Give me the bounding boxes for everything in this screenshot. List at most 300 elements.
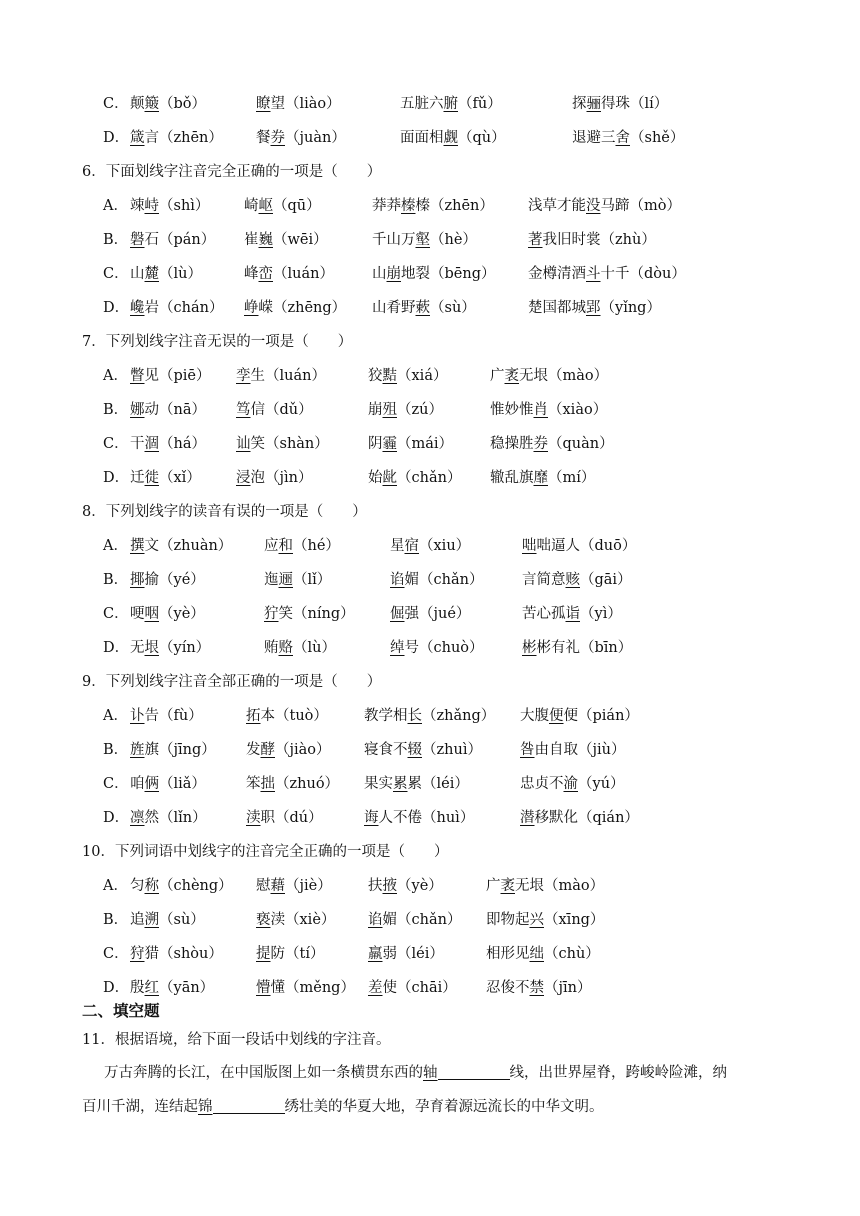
option-text-post: （qū） bbox=[273, 198, 321, 214]
underlined-char: 狩 bbox=[130, 946, 145, 962]
underlined-char: 溯 bbox=[144, 912, 159, 928]
underlined-char: 黠 bbox=[382, 368, 397, 384]
option-label: C． bbox=[103, 606, 129, 622]
option-text-post: 无垠（mào） bbox=[519, 368, 609, 384]
option-text-post: 使（chāi） bbox=[382, 980, 457, 996]
option-item bbox=[400, 92, 502, 113]
underlined-char: 渎 bbox=[246, 810, 261, 826]
option-text-post: 弱（léi） bbox=[382, 946, 444, 962]
option-text-post: 地裂（bēng） bbox=[401, 266, 496, 282]
underlined-char: 垠 bbox=[144, 640, 159, 656]
underlined-char: 觑 bbox=[443, 130, 458, 146]
option-text-post: 动（nā） bbox=[144, 402, 206, 418]
option-label: C． bbox=[103, 776, 129, 792]
option-text-post: （hé） bbox=[293, 538, 340, 554]
answer-blank[interactable] bbox=[438, 1061, 510, 1080]
option-item bbox=[256, 874, 332, 895]
option-item bbox=[522, 534, 636, 555]
option-text-pre: 楚国都城 bbox=[528, 300, 586, 316]
option-item bbox=[130, 262, 202, 283]
option-item bbox=[264, 636, 336, 657]
option-label: D． bbox=[103, 470, 130, 486]
option-text-post: 无垠（mào） bbox=[515, 878, 605, 894]
option-label: D． bbox=[103, 810, 130, 826]
question-stem: 11．根据语境，给下面一段话中划线的字注音。 bbox=[82, 1032, 391, 1048]
underlined-char: 彬 bbox=[522, 640, 537, 656]
underlined-char: 徙 bbox=[144, 470, 159, 486]
option-text-pre: 辙乱旗 bbox=[490, 470, 534, 486]
option-text-post: 旗（jīng） bbox=[144, 742, 216, 758]
option-item bbox=[130, 92, 206, 113]
underlined-char: 岖 bbox=[258, 198, 273, 214]
option-text-post: （lù） bbox=[159, 266, 202, 282]
underlined-char: 轴 bbox=[423, 1065, 438, 1081]
underlined-char: 浸 bbox=[236, 470, 251, 486]
underlined-char: 亵 bbox=[256, 912, 271, 928]
underlined-char: 箴 bbox=[130, 130, 145, 146]
option-item bbox=[130, 908, 205, 929]
option-text-post: （shě） bbox=[630, 130, 685, 146]
option-text-post: 本（tuò） bbox=[260, 708, 328, 724]
option-item bbox=[372, 296, 476, 317]
option-label: C． bbox=[103, 436, 129, 452]
option-item bbox=[130, 568, 205, 589]
option-item bbox=[522, 636, 632, 657]
option-item bbox=[390, 568, 483, 589]
option-text-pre: 忠贞不 bbox=[520, 776, 564, 792]
option-item bbox=[244, 228, 328, 249]
option-text-pre: 面面相 bbox=[400, 130, 444, 146]
option-item bbox=[368, 364, 447, 385]
underlined-char: 便 bbox=[549, 708, 564, 724]
underlined-char: 肖 bbox=[533, 402, 548, 418]
underlined-char: 长 bbox=[407, 708, 422, 724]
option-text-pre: 崔 bbox=[244, 232, 259, 248]
option-label: D． bbox=[103, 300, 130, 316]
underlined-char: 郢 bbox=[586, 300, 601, 316]
underlined-char: 壑 bbox=[415, 232, 430, 248]
underlined-char: 麓 bbox=[144, 266, 159, 282]
option-item bbox=[130, 738, 216, 759]
underlined-char: 渝 bbox=[563, 776, 578, 792]
option-item bbox=[372, 262, 495, 283]
option-item bbox=[130, 126, 223, 147]
underlined-char: 倔 bbox=[390, 606, 405, 622]
option-item bbox=[368, 908, 461, 929]
option-text-post: 防（tí） bbox=[270, 946, 325, 962]
option-item bbox=[246, 806, 323, 827]
option-text-post: 便（pián） bbox=[563, 708, 639, 724]
question-stem: 6．下面划线字注音完全正确的一项是（ ） bbox=[82, 164, 382, 180]
option-text-pre: 狡 bbox=[368, 368, 383, 384]
option-text-post: 然（lǐn） bbox=[144, 810, 207, 826]
option-text-post: （mí） bbox=[548, 470, 596, 486]
option-text-pre: 殷 bbox=[130, 980, 145, 996]
option-text-post: 望（liào） bbox=[270, 96, 341, 112]
underlined-char: 孪 bbox=[236, 368, 251, 384]
option-text-post: （hè） bbox=[430, 232, 477, 248]
option-label: B． bbox=[103, 232, 129, 248]
underlined-char: 诲 bbox=[364, 810, 379, 826]
option-item bbox=[246, 772, 339, 793]
option-text-post: 石（pán） bbox=[144, 232, 216, 248]
option-item bbox=[368, 398, 443, 419]
option-text-post: （chèng） bbox=[159, 878, 233, 894]
option-item bbox=[244, 194, 321, 215]
option-item bbox=[236, 432, 329, 453]
option-text-pre: 广 bbox=[490, 368, 505, 384]
option-item bbox=[490, 466, 595, 487]
option-text-post: 咄逼人（duō） bbox=[536, 538, 637, 554]
option-text-pre: 贿 bbox=[264, 640, 279, 656]
option-text-post: （liǎ） bbox=[159, 776, 206, 792]
underlined-char: 券 bbox=[270, 130, 285, 146]
option-text-post: 榛（zhēn） bbox=[415, 198, 494, 214]
underlined-char: 笃 bbox=[236, 402, 251, 418]
option-label: C． bbox=[103, 946, 129, 962]
underlined-char: 娜 bbox=[130, 402, 145, 418]
option-text-post: （yè） bbox=[159, 606, 205, 622]
option-item bbox=[364, 772, 469, 793]
option-item bbox=[490, 398, 607, 419]
option-item bbox=[256, 126, 346, 147]
option-item bbox=[130, 636, 210, 657]
option-item bbox=[572, 92, 668, 113]
option-label: C． bbox=[103, 96, 129, 112]
option-item bbox=[486, 942, 600, 963]
underlined-char: 簸 bbox=[144, 96, 159, 112]
option-text-post: （jiào） bbox=[275, 742, 331, 758]
underlined-char: 称 bbox=[144, 878, 159, 894]
option-text-post: （xiá） bbox=[397, 368, 448, 384]
option-item bbox=[364, 704, 495, 725]
option-text-post: 生（luán） bbox=[250, 368, 326, 384]
option-label: D． bbox=[103, 130, 130, 146]
option-text-pre: 笨 bbox=[246, 776, 261, 792]
option-item bbox=[130, 398, 206, 419]
option-text-post: 职（dú） bbox=[260, 810, 323, 826]
option-text-post: （qù） bbox=[458, 130, 506, 146]
option-text-post: 言（zhēn） bbox=[144, 130, 223, 146]
option-text-post: 笑（shàn） bbox=[250, 436, 329, 452]
underlined-char: 榛 bbox=[401, 198, 416, 214]
option-text-pre: 山 bbox=[130, 266, 145, 282]
option-item bbox=[244, 262, 334, 283]
underlined-char: 骊 bbox=[586, 96, 601, 112]
option-label: A． bbox=[103, 368, 128, 384]
option-item bbox=[490, 364, 608, 385]
option-item bbox=[390, 602, 470, 623]
paragraph-text: 绣壮美的华夏大地，孕育着源远流长的中华文明。 bbox=[284, 1099, 604, 1115]
underlined-char: 巉 bbox=[130, 300, 145, 316]
underlined-char: 差 bbox=[368, 980, 383, 996]
option-text-pre: 发 bbox=[246, 742, 261, 758]
paragraph-text: 线，出世界屋脊，跨峻岭险滩，纳 bbox=[509, 1065, 727, 1081]
option-text-pre: 忍俊不 bbox=[486, 980, 530, 996]
underlined-char: 锦 bbox=[198, 1099, 213, 1115]
option-text-post: 移默化（qián） bbox=[534, 810, 639, 826]
underlined-char: 咽 bbox=[144, 606, 159, 622]
option-text-post: 彬有礼（bīn） bbox=[536, 640, 633, 656]
option-item bbox=[236, 364, 326, 385]
option-text-pre: 餐 bbox=[256, 130, 271, 146]
option-text-pre: 迤 bbox=[264, 572, 279, 588]
option-item bbox=[130, 772, 206, 793]
underlined-char: 讪 bbox=[236, 436, 251, 452]
underlined-char: 殂 bbox=[382, 402, 397, 418]
option-text-post: 岩（chán） bbox=[144, 300, 224, 316]
underlined-char: 狞 bbox=[264, 606, 279, 622]
option-text-post: 我旧时裳（zhù） bbox=[542, 232, 656, 248]
option-text-post: （wēi） bbox=[273, 232, 328, 248]
underlined-char: 瞭 bbox=[256, 96, 271, 112]
option-label: B． bbox=[103, 912, 129, 928]
option-item bbox=[486, 874, 604, 895]
underlined-char: 咄 bbox=[522, 538, 537, 554]
underlined-char: 诣 bbox=[565, 606, 580, 622]
underlined-char: 禁 bbox=[529, 980, 544, 996]
underlined-char: 袤 bbox=[504, 368, 519, 384]
paragraph-text: 万古奔腾的长江，在中国版图上如一条横贯东西的 bbox=[104, 1065, 423, 1081]
paragraph-line bbox=[82, 1095, 604, 1116]
underlined-char: 拙 bbox=[260, 776, 275, 792]
option-text-post: （zhuì） bbox=[422, 742, 482, 758]
option-item bbox=[236, 398, 313, 419]
option-text-post: 告（fù） bbox=[144, 708, 203, 724]
option-text-pre: 五脏六 bbox=[400, 96, 444, 112]
option-text-post: （zhǎng） bbox=[422, 708, 496, 724]
option-item bbox=[400, 126, 506, 147]
option-text-pre: 咱 bbox=[130, 776, 145, 792]
option-item bbox=[256, 908, 335, 929]
option-item bbox=[486, 908, 604, 929]
option-text-post: 由自取（jiù） bbox=[534, 742, 626, 758]
option-item bbox=[368, 942, 444, 963]
option-text-pre: 竦 bbox=[130, 198, 145, 214]
option-text-pre: 大腹 bbox=[520, 708, 549, 724]
answer-blank[interactable] bbox=[213, 1095, 285, 1114]
underlined-char: 凛 bbox=[130, 810, 145, 826]
option-text-pre: 始 bbox=[368, 470, 383, 486]
option-text-pre: 广 bbox=[486, 878, 501, 894]
option-text-post: （sù） bbox=[159, 912, 205, 928]
underlined-char: 拓 bbox=[246, 708, 261, 724]
underlined-char: 峥 bbox=[244, 300, 259, 316]
option-label: B． bbox=[103, 572, 129, 588]
option-text-pre: 惟妙惟 bbox=[490, 402, 534, 418]
option-item bbox=[130, 704, 203, 725]
option-text-pre: 教学相 bbox=[364, 708, 408, 724]
option-item bbox=[264, 568, 331, 589]
option-text-post: （fǔ） bbox=[458, 96, 502, 112]
option-text-post: （yì） bbox=[580, 606, 622, 622]
underlined-char: 霾 bbox=[382, 436, 397, 452]
underlined-char: 旌 bbox=[130, 742, 145, 758]
underlined-char: 赂 bbox=[278, 640, 293, 656]
option-text-post: （bǒ） bbox=[159, 96, 207, 112]
option-item bbox=[490, 432, 614, 453]
option-text-post: 号（chuò） bbox=[404, 640, 484, 656]
section-title: 二、填空题 bbox=[82, 1002, 160, 1020]
underlined-char: 逦 bbox=[278, 572, 293, 588]
option-item bbox=[246, 704, 328, 725]
option-text-pre: 莽莽 bbox=[372, 198, 401, 214]
option-text-post: 渎（xiè） bbox=[270, 912, 336, 928]
option-text-post: （xiu） bbox=[419, 538, 471, 554]
underlined-char: 舍 bbox=[615, 130, 630, 146]
option-text-pre: 即物起 bbox=[486, 912, 530, 928]
option-item bbox=[244, 296, 346, 317]
paragraph-line bbox=[104, 1061, 727, 1082]
option-item bbox=[522, 568, 632, 589]
option-item bbox=[364, 806, 474, 827]
option-text-post: （zhuó） bbox=[275, 776, 340, 792]
option-text-pre: 稳操胜 bbox=[490, 436, 534, 452]
option-text-post: 见（piē） bbox=[144, 368, 211, 384]
option-item bbox=[372, 228, 477, 249]
option-text-pre: 果实 bbox=[364, 776, 393, 792]
option-item bbox=[130, 942, 223, 963]
option-text-post: （xīng） bbox=[544, 912, 605, 928]
option-item bbox=[130, 466, 201, 487]
option-item bbox=[520, 772, 625, 793]
option-text-post: （jiè） bbox=[285, 878, 332, 894]
option-text-post: （yín） bbox=[159, 640, 211, 656]
underlined-char: 讣 bbox=[130, 708, 145, 724]
option-item bbox=[390, 636, 484, 657]
option-text-pre: 哽 bbox=[130, 606, 145, 622]
option-item bbox=[130, 806, 207, 827]
option-text-post: （yān） bbox=[159, 980, 215, 996]
option-label: A． bbox=[103, 878, 128, 894]
option-text-pre: 颠 bbox=[130, 96, 145, 112]
option-text-post: （luán） bbox=[273, 266, 334, 282]
option-item bbox=[264, 534, 340, 555]
option-text-pre: 阴 bbox=[368, 436, 383, 452]
option-label: A． bbox=[103, 708, 128, 724]
underlined-char: 袤 bbox=[500, 878, 515, 894]
option-text-post: （juàn） bbox=[285, 130, 346, 146]
option-text-pre: 扶 bbox=[368, 878, 383, 894]
option-text-post: （yè） bbox=[397, 878, 443, 894]
option-text-pre: 崎 bbox=[244, 198, 259, 214]
option-item bbox=[368, 432, 453, 453]
underlined-char: 靡 bbox=[533, 470, 548, 486]
option-text-post: 媚（chǎn） bbox=[382, 912, 462, 928]
option-text-pre: 山肴野 bbox=[372, 300, 416, 316]
option-item bbox=[368, 874, 443, 895]
underlined-char: 券 bbox=[533, 436, 548, 452]
option-item bbox=[130, 432, 206, 453]
option-item bbox=[130, 296, 223, 317]
option-label: B． bbox=[103, 402, 129, 418]
option-item bbox=[390, 534, 470, 555]
option-item bbox=[130, 194, 209, 215]
option-text-pre: 无 bbox=[130, 640, 145, 656]
underlined-char: 没 bbox=[586, 198, 601, 214]
option-text-pre: 追 bbox=[130, 912, 145, 928]
option-text-pre: 迁 bbox=[130, 470, 145, 486]
option-item bbox=[572, 126, 684, 147]
option-item bbox=[130, 228, 215, 249]
option-text-post: （shì） bbox=[159, 198, 210, 214]
underlined-char: 撰 bbox=[130, 538, 145, 554]
option-item bbox=[256, 92, 341, 113]
option-text-pre: 寝食不 bbox=[364, 742, 408, 758]
option-label: C． bbox=[103, 266, 129, 282]
option-text-post: 懂（měng） bbox=[270, 980, 355, 996]
option-text-post: 得珠（lí） bbox=[601, 96, 669, 112]
underlined-char: 咎 bbox=[520, 742, 535, 758]
option-text-post: 猎（shòu） bbox=[144, 946, 223, 962]
underlined-char: 揶 bbox=[130, 572, 145, 588]
question-stem: 7．下列划线字注音无误的一项是（ ） bbox=[82, 334, 353, 350]
option-label: D． bbox=[103, 640, 130, 656]
option-text-post: （chù） bbox=[544, 946, 600, 962]
option-text-post: 泡（jìn） bbox=[250, 470, 313, 486]
option-text-post: （zú） bbox=[397, 402, 443, 418]
option-text-pre: 崩 bbox=[368, 402, 383, 418]
option-item bbox=[130, 976, 214, 997]
option-item bbox=[368, 976, 457, 997]
option-text-pre: 苦心孤 bbox=[522, 606, 566, 622]
question-stem: 8．下列划线字的读音有误的一项是（ ） bbox=[82, 504, 367, 520]
option-item bbox=[368, 466, 461, 487]
option-text-post: 强（jué） bbox=[404, 606, 471, 622]
option-text-post: 人不倦（huì） bbox=[378, 810, 475, 826]
option-text-post: （chǎn） bbox=[397, 470, 462, 486]
option-text-post: 十千（dòu） bbox=[600, 266, 686, 282]
option-text-post: 嵘（zhēng） bbox=[258, 300, 347, 316]
option-text-post: 累（léi） bbox=[407, 776, 469, 792]
option-item bbox=[364, 738, 482, 759]
option-text-post: 信（dǔ） bbox=[250, 402, 313, 418]
underlined-char: 龀 bbox=[382, 470, 397, 486]
option-text-post: （há） bbox=[159, 436, 206, 452]
option-item bbox=[130, 534, 232, 555]
underlined-char: 辍 bbox=[407, 742, 422, 758]
option-text-pre: 干 bbox=[130, 436, 145, 452]
underlined-char: 腑 bbox=[443, 96, 458, 112]
question-stem: 10．下列词语中划线字的注音完全正确的一项是（ ） bbox=[82, 844, 449, 860]
option-text-post: 揄（yé） bbox=[144, 572, 205, 588]
option-text-pre: 匀 bbox=[130, 878, 145, 894]
option-text-pre: 浅草才能 bbox=[528, 198, 586, 214]
option-item bbox=[236, 466, 312, 487]
option-text-post: （yú） bbox=[578, 776, 625, 792]
option-text-pre: 峰 bbox=[244, 266, 259, 282]
option-text-pre: 探 bbox=[572, 96, 587, 112]
option-item bbox=[520, 738, 625, 759]
option-text-post: （jīn） bbox=[544, 980, 592, 996]
option-item bbox=[256, 976, 355, 997]
option-item bbox=[130, 364, 211, 385]
option-text-post: （yǐng） bbox=[600, 300, 661, 316]
underlined-char: 赅 bbox=[565, 572, 580, 588]
option-text-pre: 金樽清酒 bbox=[528, 266, 586, 282]
question-stem: 9．下列划线字注音全部正确的一项是（ ） bbox=[82, 674, 382, 690]
underlined-char: 掖 bbox=[382, 878, 397, 894]
paragraph-text: 百川千湖，连结起 bbox=[82, 1099, 198, 1115]
underlined-char: 峙 bbox=[144, 198, 159, 214]
option-text-pre: 应 bbox=[264, 538, 279, 554]
option-item bbox=[520, 704, 639, 725]
option-label: A． bbox=[103, 538, 128, 554]
underlined-char: 谄 bbox=[390, 572, 405, 588]
option-text-post: （xiào） bbox=[548, 402, 608, 418]
option-label: A． bbox=[103, 198, 128, 214]
underlined-char: 宿 bbox=[404, 538, 419, 554]
